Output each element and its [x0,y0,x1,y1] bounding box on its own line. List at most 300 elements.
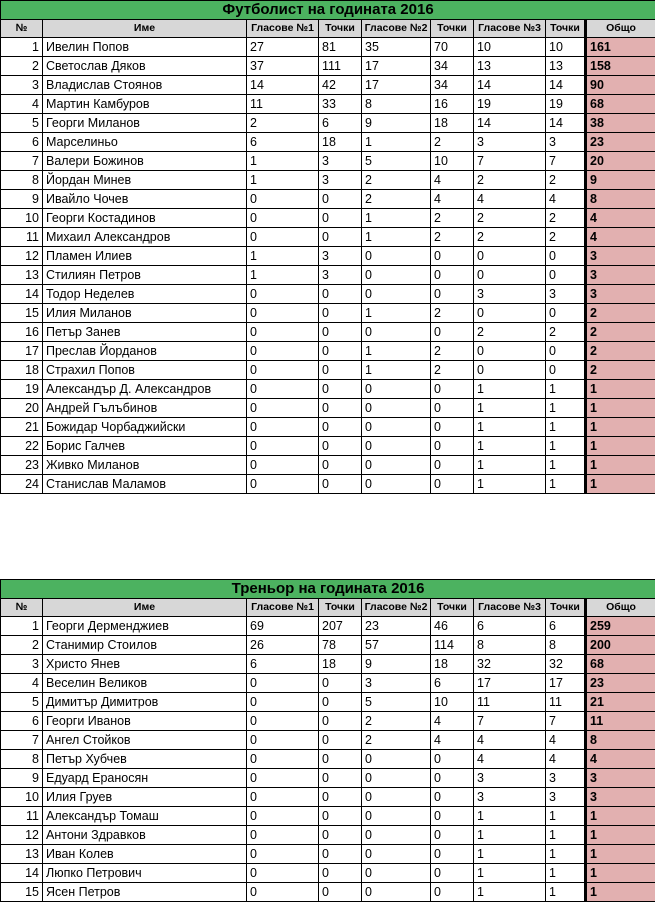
header-row [1,599,655,617]
table-row [1,475,655,494]
points-1-cell: 0 [319,361,362,380]
points-2-cell: 0 [431,807,474,826]
name-cell: Живко Миланов [43,456,247,475]
points-2-cell: 0 [431,380,474,399]
points-3-cell: 7 [546,152,586,171]
points-1-cell: 0 [319,190,362,209]
votes-2-cell: 1 [362,342,431,361]
total-cell: 20 [586,152,655,171]
table-row [1,636,655,655]
points-2-cell: 0 [431,845,474,864]
points-2-cell: 0 [431,750,474,769]
column-header: Общо [586,599,655,617]
rank-cell: 3 [1,76,43,95]
points-1-cell: 33 [319,95,362,114]
votes-3-cell: 11 [474,693,546,712]
column-header: № [1,20,43,38]
column-header: Точки [431,599,474,617]
rank-cell: 1 [1,38,43,57]
table-row [1,655,655,674]
points-3-cell: 1 [546,418,586,437]
points-2-cell: 34 [431,76,474,95]
rank-cell: 23 [1,456,43,475]
points-3-cell: 7 [546,712,586,731]
votes-2-cell: 17 [362,76,431,95]
rank-cell: 12 [1,826,43,845]
points-3-cell: 2 [546,228,586,247]
votes-3-cell: 32 [474,655,546,674]
header-row [1,20,655,38]
points-1-cell: 0 [319,731,362,750]
points-2-cell: 16 [431,95,474,114]
total-cell: 11 [586,712,655,731]
table-row [1,190,655,209]
points-2-cell: 6 [431,674,474,693]
points-3-cell: 4 [546,731,586,750]
name-cell: Пламен Илиев [43,247,247,266]
points-3-cell: 1 [546,883,586,902]
votes-2-cell: 23 [362,617,431,636]
name-cell: Йордан Минев [43,171,247,190]
votes-3-cell: 1 [474,864,546,883]
column-header: Точки [431,20,474,38]
table-row [1,76,655,95]
column-header: Име [43,599,247,617]
points-3-cell: 17 [546,674,586,693]
rank-cell: 15 [1,883,43,902]
points-1-cell: 0 [319,788,362,807]
votes-1-cell: 0 [247,190,319,209]
rank-cell: 11 [1,807,43,826]
votes-1-cell: 0 [247,788,319,807]
total-cell: 8 [586,190,655,209]
votes-3-cell: 4 [474,190,546,209]
total-cell: 1 [586,883,655,902]
rank-cell: 5 [1,693,43,712]
votes-1-cell: 1 [247,171,319,190]
points-2-cell: 0 [431,285,474,304]
points-2-cell: 2 [431,342,474,361]
rank-cell: 7 [1,152,43,171]
name-cell: Ангел Стойков [43,731,247,750]
table-row [1,114,655,133]
points-1-cell: 78 [319,636,362,655]
total-cell: 3 [586,247,655,266]
rank-cell: 14 [1,285,43,304]
table-row [1,342,655,361]
points-3-cell: 19 [546,95,586,114]
total-cell: 2 [586,361,655,380]
votes-3-cell: 3 [474,788,546,807]
votes-1-cell: 0 [247,380,319,399]
points-3-cell: 0 [546,266,586,285]
name-cell: Антони Здравков [43,826,247,845]
table-row [1,437,655,456]
votes-2-cell: 0 [362,247,431,266]
votes-1-cell: 0 [247,437,319,456]
rank-cell: 13 [1,845,43,864]
points-1-cell: 0 [319,304,362,323]
votes-1-cell: 1 [247,247,319,266]
name-cell: Александър Д. Александров [43,380,247,399]
column-header: Гласове №1 [247,599,319,617]
rank-cell: 22 [1,437,43,456]
name-cell: Страхил Попов [43,361,247,380]
points-3-cell: 11 [546,693,586,712]
total-cell: 23 [586,133,655,152]
points-2-cell: 46 [431,617,474,636]
points-2-cell: 4 [431,712,474,731]
votes-2-cell: 0 [362,285,431,304]
votes-3-cell: 7 [474,152,546,171]
column-header: Гласове №3 [474,20,546,38]
votes-1-cell: 0 [247,361,319,380]
votes-1-cell: 0 [247,399,319,418]
coach-table [0,579,655,902]
name-cell: Александър Томаш [43,807,247,826]
points-2-cell: 0 [431,456,474,475]
points-2-cell: 0 [431,769,474,788]
votes-1-cell: 1 [247,152,319,171]
total-cell: 68 [586,95,655,114]
points-1-cell: 18 [319,655,362,674]
rank-cell: 10 [1,209,43,228]
points-3-cell: 1 [546,845,586,864]
votes-3-cell: 3 [474,133,546,152]
votes-3-cell: 0 [474,266,546,285]
votes-1-cell: 0 [247,845,319,864]
total-cell: 9 [586,171,655,190]
votes-2-cell: 0 [362,807,431,826]
rank-cell: 8 [1,171,43,190]
name-cell: Михаил Александров [43,228,247,247]
votes-1-cell: 0 [247,674,319,693]
points-2-cell: 4 [431,190,474,209]
points-2-cell: 0 [431,864,474,883]
points-3-cell: 3 [546,788,586,807]
total-cell: 1 [586,475,655,494]
votes-2-cell: 2 [362,190,431,209]
points-1-cell: 0 [319,323,362,342]
points-3-cell: 2 [546,171,586,190]
points-1-cell: 0 [319,342,362,361]
table-row [1,152,655,171]
name-cell: Димитър Димитров [43,693,247,712]
votes-2-cell: 5 [362,693,431,712]
total-cell: 23 [586,674,655,693]
points-1-cell: 0 [319,418,362,437]
points-3-cell: 8 [546,636,586,655]
table-row [1,731,655,750]
votes-2-cell: 0 [362,399,431,418]
votes-1-cell: 0 [247,864,319,883]
name-cell: Светослав Дяков [43,57,247,76]
rank-cell: 4 [1,674,43,693]
points-2-cell: 4 [431,731,474,750]
name-cell: Мартин Камбуров [43,95,247,114]
total-cell: 3 [586,266,655,285]
points-3-cell: 14 [546,76,586,95]
name-cell: Тодор Неделев [43,285,247,304]
votes-1-cell: 1 [247,266,319,285]
rank-cell: 9 [1,769,43,788]
name-cell: Станимир Стоилов [43,636,247,655]
rank-cell: 18 [1,361,43,380]
table-row [1,750,655,769]
rank-cell: 6 [1,133,43,152]
column-header: Точки [546,20,586,38]
votes-3-cell: 19 [474,95,546,114]
table-row [1,693,655,712]
table-row [1,228,655,247]
votes-1-cell: 0 [247,342,319,361]
votes-2-cell: 0 [362,750,431,769]
votes-2-cell: 0 [362,788,431,807]
points-2-cell: 2 [431,304,474,323]
votes-2-cell: 2 [362,171,431,190]
votes-3-cell: 3 [474,769,546,788]
points-1-cell: 0 [319,750,362,769]
rank-cell: 4 [1,95,43,114]
table-row [1,209,655,228]
total-cell: 1 [586,380,655,399]
votes-3-cell: 0 [474,247,546,266]
votes-3-cell: 2 [474,323,546,342]
votes-2-cell: 57 [362,636,431,655]
points-1-cell: 3 [319,247,362,266]
votes-3-cell: 1 [474,399,546,418]
votes-1-cell: 0 [247,731,319,750]
name-cell: Георги Миланов [43,114,247,133]
rank-cell: 13 [1,266,43,285]
total-cell: 1 [586,807,655,826]
points-2-cell: 10 [431,693,474,712]
column-header: Точки [319,20,362,38]
points-1-cell: 0 [319,883,362,902]
total-cell: 21 [586,693,655,712]
name-cell: Ясен Петров [43,883,247,902]
points-3-cell: 10 [546,38,586,57]
total-cell: 8 [586,731,655,750]
points-3-cell: 2 [546,323,586,342]
votes-2-cell: 0 [362,883,431,902]
votes-2-cell: 3 [362,674,431,693]
points-2-cell: 0 [431,826,474,845]
votes-2-cell: 0 [362,456,431,475]
points-1-cell: 0 [319,228,362,247]
votes-2-cell: 0 [362,418,431,437]
total-cell: 2 [586,323,655,342]
points-3-cell: 4 [546,750,586,769]
votes-2-cell: 0 [362,826,431,845]
table-row [1,380,655,399]
total-cell: 161 [586,38,655,57]
points-2-cell: 0 [431,883,474,902]
table-row [1,171,655,190]
votes-3-cell: 1 [474,475,546,494]
rank-cell: 14 [1,864,43,883]
name-cell: Иван Колев [43,845,247,864]
votes-3-cell: 1 [474,883,546,902]
name-cell: Борис Галчев [43,437,247,456]
votes-2-cell: 9 [362,655,431,674]
votes-3-cell: 0 [474,304,546,323]
points-1-cell: 0 [319,209,362,228]
rank-cell: 19 [1,380,43,399]
total-cell: 200 [586,636,655,655]
name-cell: Георги Иванов [43,712,247,731]
name-cell: Станислав Маламов [43,475,247,494]
votes-2-cell: 0 [362,864,431,883]
points-2-cell: 0 [431,788,474,807]
points-3-cell: 0 [546,247,586,266]
votes-1-cell: 0 [247,323,319,342]
coach-table-title: Треньор на годината 2016 [1,580,655,599]
name-cell: Георги Дерменджиев [43,617,247,636]
points-1-cell: 0 [319,285,362,304]
name-cell: Божидар Чорбаджийски [43,418,247,437]
column-header: Гласове №2 [362,599,431,617]
total-cell: 2 [586,342,655,361]
rank-cell: 12 [1,247,43,266]
points-3-cell: 1 [546,807,586,826]
total-cell: 38 [586,114,655,133]
points-3-cell: 3 [546,133,586,152]
votes-3-cell: 1 [474,807,546,826]
points-3-cell: 14 [546,114,586,133]
votes-3-cell: 0 [474,342,546,361]
rank-cell: 7 [1,731,43,750]
total-cell: 3 [586,788,655,807]
points-3-cell: 0 [546,304,586,323]
votes-1-cell: 27 [247,38,319,57]
total-cell: 4 [586,209,655,228]
votes-2-cell: 8 [362,95,431,114]
rank-cell: 15 [1,304,43,323]
points-1-cell: 0 [319,807,362,826]
total-cell: 90 [586,76,655,95]
total-cell: 4 [586,750,655,769]
votes-3-cell: 1 [474,437,546,456]
votes-2-cell: 1 [362,133,431,152]
votes-3-cell: 4 [474,731,546,750]
column-header: Гласове №1 [247,20,319,38]
total-cell: 4 [586,228,655,247]
votes-2-cell: 0 [362,437,431,456]
name-cell: Ивайло Чочев [43,190,247,209]
total-cell: 1 [586,399,655,418]
name-cell: Ивелин Попов [43,38,247,57]
points-1-cell: 6 [319,114,362,133]
table-row [1,788,655,807]
total-cell: 259 [586,617,655,636]
footballer-table-title: Футболист на годината 2016 [1,1,655,20]
rank-cell: 2 [1,57,43,76]
points-3-cell: 32 [546,655,586,674]
column-header: Име [43,20,247,38]
points-3-cell: 1 [546,437,586,456]
points-2-cell: 0 [431,437,474,456]
votes-2-cell: 0 [362,323,431,342]
votes-1-cell: 11 [247,95,319,114]
votes-2-cell: 5 [362,152,431,171]
votes-1-cell: 0 [247,285,319,304]
points-1-cell: 207 [319,617,362,636]
points-3-cell: 6 [546,617,586,636]
name-cell: Петър Занев [43,323,247,342]
name-cell: Стилиян Петров [43,266,247,285]
table-row [1,361,655,380]
name-cell: Марселиньо [43,133,247,152]
total-cell: 158 [586,57,655,76]
points-2-cell: 18 [431,114,474,133]
name-cell: Валери Божинов [43,152,247,171]
points-3-cell: 0 [546,342,586,361]
votes-1-cell: 6 [247,655,319,674]
table-row [1,323,655,342]
rank-cell: 20 [1,399,43,418]
column-header: Гласове №2 [362,20,431,38]
votes-1-cell: 0 [247,807,319,826]
table-row [1,712,655,731]
votes-2-cell: 2 [362,712,431,731]
points-1-cell: 42 [319,76,362,95]
points-1-cell: 0 [319,864,362,883]
name-cell: Андрей Гълъбинов [43,399,247,418]
rank-cell: 10 [1,788,43,807]
points-3-cell: 3 [546,769,586,788]
column-header: Гласове №3 [474,599,546,617]
votes-3-cell: 2 [474,171,546,190]
table-row [1,807,655,826]
total-cell: 1 [586,456,655,475]
votes-2-cell: 0 [362,475,431,494]
table-row [1,769,655,788]
points-2-cell: 2 [431,209,474,228]
points-1-cell: 0 [319,845,362,864]
points-1-cell: 0 [319,380,362,399]
rank-cell: 21 [1,418,43,437]
points-1-cell: 0 [319,399,362,418]
table-row [1,418,655,437]
points-2-cell: 18 [431,655,474,674]
points-2-cell: 2 [431,361,474,380]
votes-3-cell: 6 [474,617,546,636]
points-3-cell: 1 [546,475,586,494]
votes-3-cell: 14 [474,114,546,133]
points-3-cell: 0 [546,361,586,380]
table-row [1,617,655,636]
points-3-cell: 1 [546,864,586,883]
points-3-cell: 1 [546,399,586,418]
points-3-cell: 3 [546,285,586,304]
votes-3-cell: 2 [474,209,546,228]
votes-3-cell: 17 [474,674,546,693]
points-2-cell: 0 [431,418,474,437]
votes-1-cell: 0 [247,456,319,475]
table-row [1,266,655,285]
rank-cell: 17 [1,342,43,361]
table-row [1,95,655,114]
points-1-cell: 18 [319,133,362,152]
votes-2-cell: 1 [362,209,431,228]
total-cell: 2 [586,304,655,323]
votes-2-cell: 0 [362,266,431,285]
table-row [1,826,655,845]
votes-2-cell: 1 [362,361,431,380]
total-cell: 1 [586,437,655,456]
name-cell: Илия Миланов [43,304,247,323]
